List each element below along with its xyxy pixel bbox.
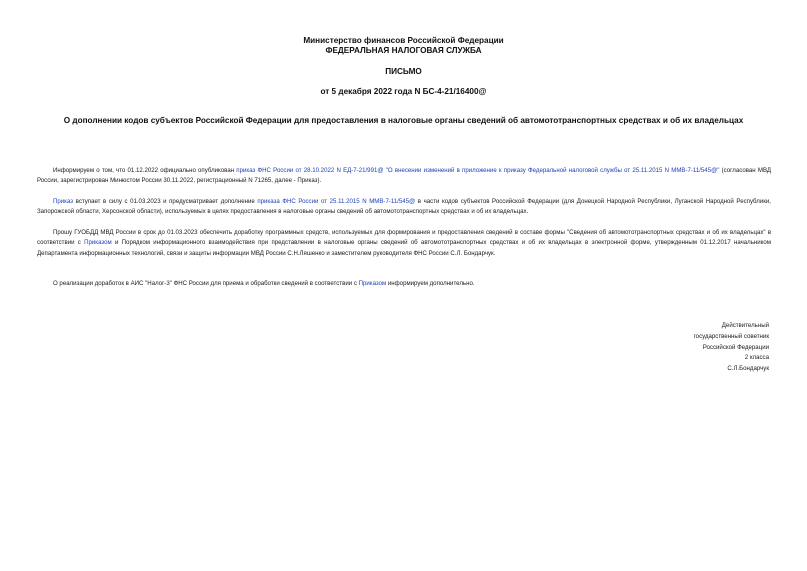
link-order-by-2[interactable]: Приказом: [358, 280, 387, 287]
paragraph-1-text-a: Информируем о том, что 01.12.2022 официально опубликован: [53, 167, 237, 174]
paragraph-4-text-b: информируем дополнительно.: [386, 280, 475, 287]
signature-rank-line-1: Действительный: [721, 322, 769, 329]
link-order-mmv-7-11-545[interactable]: приказа ФНС России от 25.11.2015 N ММВ-7-11/545@: [257, 198, 416, 205]
link-order-ed-7-21-991[interactable]: приказ ФНС России от 28.10.2022 N ЕД-7-21/991@ "О внесении изменений в приложение к приказу Федеральной налоговой службы от 25.11.2015 N ММВ-7-11/545@": [236, 167, 720, 174]
signatory-name: С.Л.Бондарчук: [727, 365, 769, 373]
paragraph-1-text-b: (согласован МВД России, зарегистрирован Минюстом России 30.11.2022, регистрационный N 71265, далее - Приказ).: [37, 167, 771, 185]
link-order[interactable]: Приказ: [53, 198, 74, 205]
document-title: О дополнении кодов субъектов Российской Федерации для предоставления в налоговые органы сведений об автомототранспортных средствах и об их владельцах: [63, 116, 744, 125]
paragraph-3-text-b: и Порядком информационного взаимодействия при представлении в налоговые органы сведений об автомототранспортных средствах и об их владельцах в электронной форме, утвержденным 01.12.2017 начальником Департамента информационных технологий, связи и защиты информации МВД России С.Н.Ляшенко и заместителем руководителя ФНС России С.Л. Бондарчук.: [37, 239, 771, 257]
signature-rank-line-4: 2 класса: [744, 354, 769, 362]
paragraph-2: [37, 197, 771, 218]
paragraph-4: [37, 279, 771, 289]
ministry-name: Министерство финансов Российской Федерации: [303, 36, 504, 45]
service-name: ФЕДЕРАЛЬНАЯ НАЛОГОВАЯ СЛУЖБА: [325, 46, 482, 55]
link-order-by[interactable]: Приказом: [84, 239, 112, 247]
signature-block: [694, 321, 769, 375]
paragraph-3: [37, 228, 771, 259]
paragraph-2-text-a: вступает в силу с 01.03.2023 и предусматривает дополнение: [73, 198, 258, 205]
paragraph-1: [37, 166, 771, 187]
paragraph-2-text-b: в части кодов субъектов Российской Федерации (для Донецкой Народной Республики, Луганской Народной Республики, Запорожской области, Херсонской области), используемых в целях предоставления в налоговые органы сведений об автомототранспортных средствах и об их владельцах.: [37, 198, 771, 216]
paragraph-4-text-a: О реализации доработок в АИС "Налог-3" ФНС России для приема и обработки сведений в соответствии с: [53, 280, 359, 287]
signature-rank-line-3: Российской Федерации: [702, 343, 769, 351]
document-date-number: от 5 декабря 2022 года N БС-4-21/16400@: [320, 87, 487, 96]
document-type: ПИСЬМО: [385, 67, 422, 76]
signature-rank-line-2: государственный советник: [693, 332, 769, 340]
paragraph-3-text-a: Прошу ГУОБДД МВД России в срок до 01.03.2023 обеспечить доработку программных средств, используемых для формирования и предоставления сведений в составе формы "Сведения об автомототранспортных средствах и об их владельцах" в соответствии с: [37, 229, 771, 247]
